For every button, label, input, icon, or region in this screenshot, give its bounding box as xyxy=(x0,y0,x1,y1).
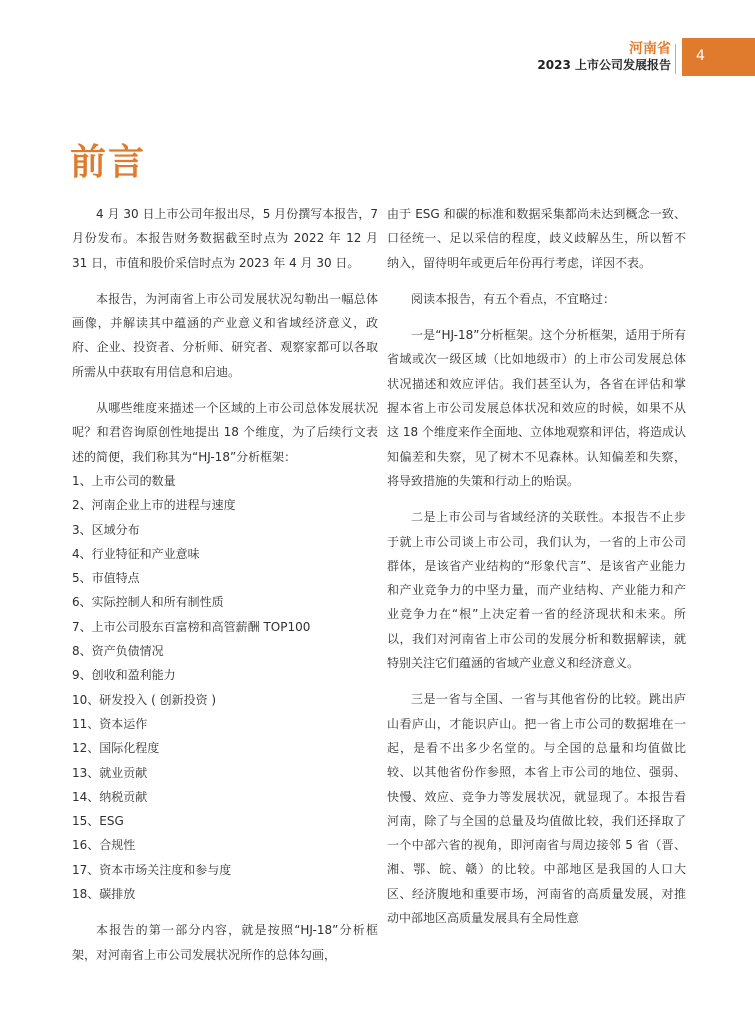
paragraph: 4 月 30 日上市公司年报出尽，5 月份撰写本报告，7 月份发布。本报告财务数据截至时点为 2022 年 12 月 31 日，市值和股价采信时点为 2023 年 4 月 30 日。 xyxy=(72,207,378,270)
list-item: 9、创收和盈利能力 xyxy=(72,668,176,683)
paragraph: 由于 ESG 和碳的标准和数据采集都尚未达到概念一致、口径统一、足以采信的程度，歧义歧解丛生，所以暂不纳入，留待明年或更后年份再行考虑，详因不表。 xyxy=(387,207,686,270)
header-divider xyxy=(675,44,676,74)
list-item: 3、区域分布 xyxy=(72,522,140,537)
list-item: 17、资本市场关注度和参与度 xyxy=(72,862,232,877)
list-item: 4、行业特征和产业意味 xyxy=(72,546,200,561)
paragraph: 本报告的第一部分内容，就是按照“HJ-18”分析框架，对河南省上市公司发展状况所作的总体勾画， xyxy=(72,923,378,962)
page-title: 前言 xyxy=(70,142,147,183)
list-item: 14、纳税贡献 xyxy=(72,789,148,804)
right-column xyxy=(387,202,686,942)
list-item: 18、碳排放 xyxy=(72,887,136,902)
list-item: 7、上市公司股东百富榜和高管薪酬 TOP100 xyxy=(72,619,311,634)
list-item: 8、资产负债情况 xyxy=(72,644,164,659)
paragraph: 二是上市公司与省域经济的关联性。本报告不止步于就上市公司谈上市公司，我们认为，一省的上市公司群体，是该省产业结构的“形象代言”、是该省产业能力和产业竞争力的中坚力量，而产业结构、产业能力和产业竞争力在“根”上决定着一省的经济现状和未来。所以，我们对河南省上市公司的发展分析和数据解读，就特别关注它们蕴涵的省域产业意义和经济意义。 xyxy=(387,510,686,671)
dimension-list xyxy=(72,469,378,906)
header-province: 河南省 xyxy=(629,41,671,57)
list-item: 11、资本运作 xyxy=(72,716,148,731)
left-column xyxy=(72,202,378,979)
paragraph: 一是“HJ-18”分析框架。这个分析框架，适用于所有省域或次一级区域（比如地级市）的上市公司发展总体状况描述和效应评估。我们甚至认为，各省在评估和掌握本省上市公司发展总体状况和效应的时候，如果不从这 18 个维度来作全面地、立体地观察和评估，将造成认知偏差和失察，见了树木不见森林。认知偏差和失察，将导致措施的失策和行动上的贻误。 xyxy=(387,328,686,488)
page-number-tab xyxy=(682,38,755,76)
list-item: 16、合规性 xyxy=(72,838,136,853)
list-item: 13、就业贡献 xyxy=(72,765,148,780)
list-item: 1、上市公司的数量 xyxy=(72,473,176,488)
list-item: 15、ESG xyxy=(72,814,124,829)
list-item: 12、国际化程度 xyxy=(72,741,160,756)
list-item: 2、河南企业上市的进程与速度 xyxy=(72,498,236,513)
list-item: 5、市值特点 xyxy=(72,571,140,586)
paragraph: 本报告，为河南省上市公司发展状况勾勒出一幅总体画像，并解读其中蕴涵的产业意义和省域经济意义，政府、企业、投资者、分析师、研究者、观察家都可以各取所需从中获取有用信息和启迪。 xyxy=(72,291,378,379)
paragraph: 从哪些维度来描述一个区域的上市公司总体发展状况呢？和君咨询原创性地提出 18 个维度，为了后续行文表述的简便，我们称其为“HJ-18”分析框架： xyxy=(72,401,378,464)
list-item: 6、实际控制人和所有制性质 xyxy=(72,595,224,610)
header-report-title: 2023 上市公司发展报告 xyxy=(537,58,671,72)
page-number: 4 xyxy=(696,48,705,64)
paragraph: 三是一省与全国、一省与其他省份的比较。跳出庐山看庐山，才能识庐山。把一省上市公司的数据堆在一起，是看不出多少名堂的。与全国的总量和均值做比较、以其他省份作参照，本省上市公司的地位、强弱、快慢、效应、竞争力等发展状况，就显现了。本报告看河南，除了与全国的总量及均值做比较，我们还择取了一个中部六省的视角，即河南省与周边接邻 5 省（晋、湘、鄂、皖、赣）的比较。中部地区是我国的人口大区、经济腹地和重要市场，河南省的高质量发展，对推动中部地区高质量发展具有全局性意 xyxy=(387,692,686,926)
list-item: 10、研发投入 ( 创新投资 ) xyxy=(72,692,217,707)
paragraph: 阅读本报告，有五个看点，不宜略过： xyxy=(411,291,616,306)
